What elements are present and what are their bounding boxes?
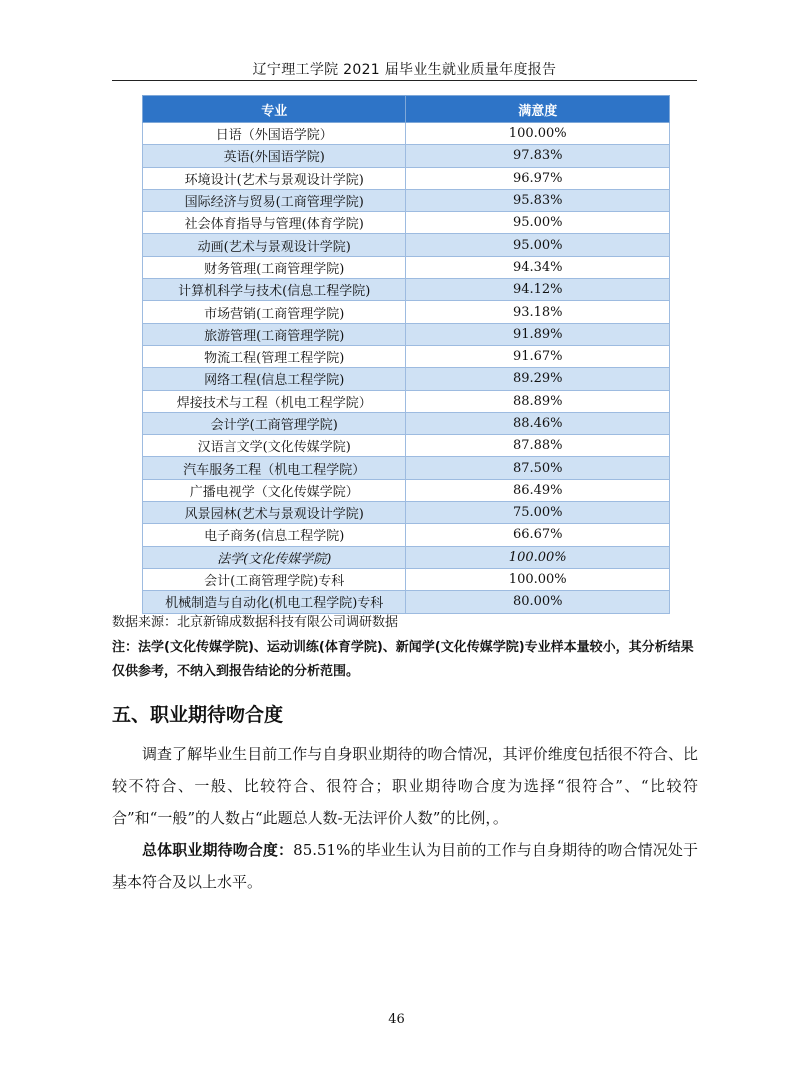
major-cell: 风景园林(艺术与景观设计学院): [143, 502, 406, 524]
table-row: [143, 435, 670, 457]
major-cell: 日语（外国语学院）: [143, 123, 406, 145]
column-header-satisfaction: 满意度: [406, 96, 670, 123]
table-row: [143, 234, 670, 256]
value-cell: 91.67%: [406, 345, 670, 367]
table-header-row: [143, 96, 670, 123]
table-note: 注：法学(文化传媒学院)、运动训练(体育学院)、新闻学(文化传媒学院)专业样本量较小，其分析结果仅供参考，不纳入到报告结论的分析范围。: [112, 640, 694, 679]
major-cell: 机械制造与自动化(机电工程学院)专科: [143, 591, 406, 613]
value-cell: 94.12%: [406, 279, 670, 301]
value-cell: 100.00%: [406, 568, 670, 590]
table-row: [143, 568, 670, 590]
major-cell: 国际经济与贸易(工商管理学院): [143, 189, 406, 211]
paragraph: 调查了解毕业生目前工作与自身职业期待的吻合情况，其评价维度包括很不符合、比较不符合、一般、比较符合、很符合；职业期待吻合度为选择“很符合”、“比较符合”和“一般”的人数占“此题总人数-无法评价人数”的比例，。: [112, 745, 698, 827]
table-row: [143, 479, 670, 501]
value-cell: 95.83%: [406, 189, 670, 211]
table-row: [143, 345, 670, 367]
major-cell: 汽车服务工程（机电工程学院）: [143, 457, 406, 479]
value-cell: 66.67%: [406, 524, 670, 546]
summary-text: 85.51%的毕业生认为目前的工作与自身期待的吻合情况处于基本符合及以上水平。: [112, 841, 698, 891]
major-cell: 计算机科学与技术(信息工程学院): [143, 279, 406, 301]
paragraph-summary: [112, 834, 698, 898]
page-header: 辽宁理工学院 2021 届毕业生就业质量年度报告: [252, 62, 557, 78]
column-header-major: 专业: [143, 96, 406, 123]
table-row: [143, 123, 670, 145]
value-cell: 93.18%: [406, 301, 670, 323]
table-row: [143, 167, 670, 189]
header-divider: [112, 80, 697, 81]
value-cell: 95.00%: [406, 212, 670, 234]
value-cell: 88.46%: [406, 412, 670, 434]
value-cell: 91.89%: [406, 323, 670, 345]
major-cell: 环境设计(艺术与景观设计学院): [143, 167, 406, 189]
major-cell: 法学(文化传媒学院): [143, 546, 406, 568]
value-cell: 88.89%: [406, 390, 670, 412]
table-row: [143, 524, 670, 546]
value-cell: 96.97%: [406, 167, 670, 189]
value-cell: 87.88%: [406, 435, 670, 457]
table-row: [143, 301, 670, 323]
major-cell: 动画(艺术与景观设计学院): [143, 234, 406, 256]
major-cell: 物流工程(管理工程学院): [143, 345, 406, 367]
table-row: [143, 189, 670, 211]
major-cell: 广播电视学（文化传媒学院）: [143, 479, 406, 501]
table-row: [143, 591, 670, 613]
table-row: [143, 256, 670, 278]
major-cell: 财务管理(工商管理学院): [143, 256, 406, 278]
table-row: [143, 212, 670, 234]
major-cell: 焊接技术与工程（机电工程学院）: [143, 390, 406, 412]
table-row: [143, 368, 670, 390]
table-row: [143, 390, 670, 412]
major-cell: 电子商务(信息工程学院): [143, 524, 406, 546]
value-cell: 75.00%: [406, 502, 670, 524]
major-cell: 社会体育指导与管理(体育学院): [143, 212, 406, 234]
value-cell: 100.00%: [406, 123, 670, 145]
value-cell: 100.00%: [406, 546, 670, 568]
major-cell: 网络工程(信息工程学院): [143, 368, 406, 390]
table-row: [143, 546, 670, 568]
table-row: [143, 323, 670, 345]
value-cell: 87.50%: [406, 457, 670, 479]
value-cell: 97.83%: [406, 145, 670, 167]
summary-label: 总体职业期待吻合度：: [142, 841, 294, 859]
value-cell: 86.49%: [406, 479, 670, 501]
major-cell: 市场营销(工商管理学院): [143, 301, 406, 323]
value-cell: 80.00%: [406, 591, 670, 613]
satisfaction-table: [142, 95, 670, 614]
table-row: [143, 502, 670, 524]
major-cell: 会计学(工商管理学院): [143, 412, 406, 434]
table-row: [143, 145, 670, 167]
section-title: 五、职业期待吻合度: [112, 704, 284, 726]
value-cell: 89.29%: [406, 368, 670, 390]
table-row: [143, 279, 670, 301]
table-row: [143, 412, 670, 434]
value-cell: 94.34%: [406, 256, 670, 278]
value-cell: 95.00%: [406, 234, 670, 256]
major-cell: 汉语言文学(文化传媒学院): [143, 435, 406, 457]
major-cell: 旅游管理(工商管理学院): [143, 323, 406, 345]
major-cell: 英语(外国语学院): [143, 145, 406, 167]
page-number: 46: [388, 1012, 405, 1027]
data-source: 数据来源：北京新锦成数据科技有限公司调研数据: [112, 615, 399, 630]
table-row: [143, 457, 670, 479]
major-cell: 会计(工商管理学院)专科: [143, 568, 406, 590]
